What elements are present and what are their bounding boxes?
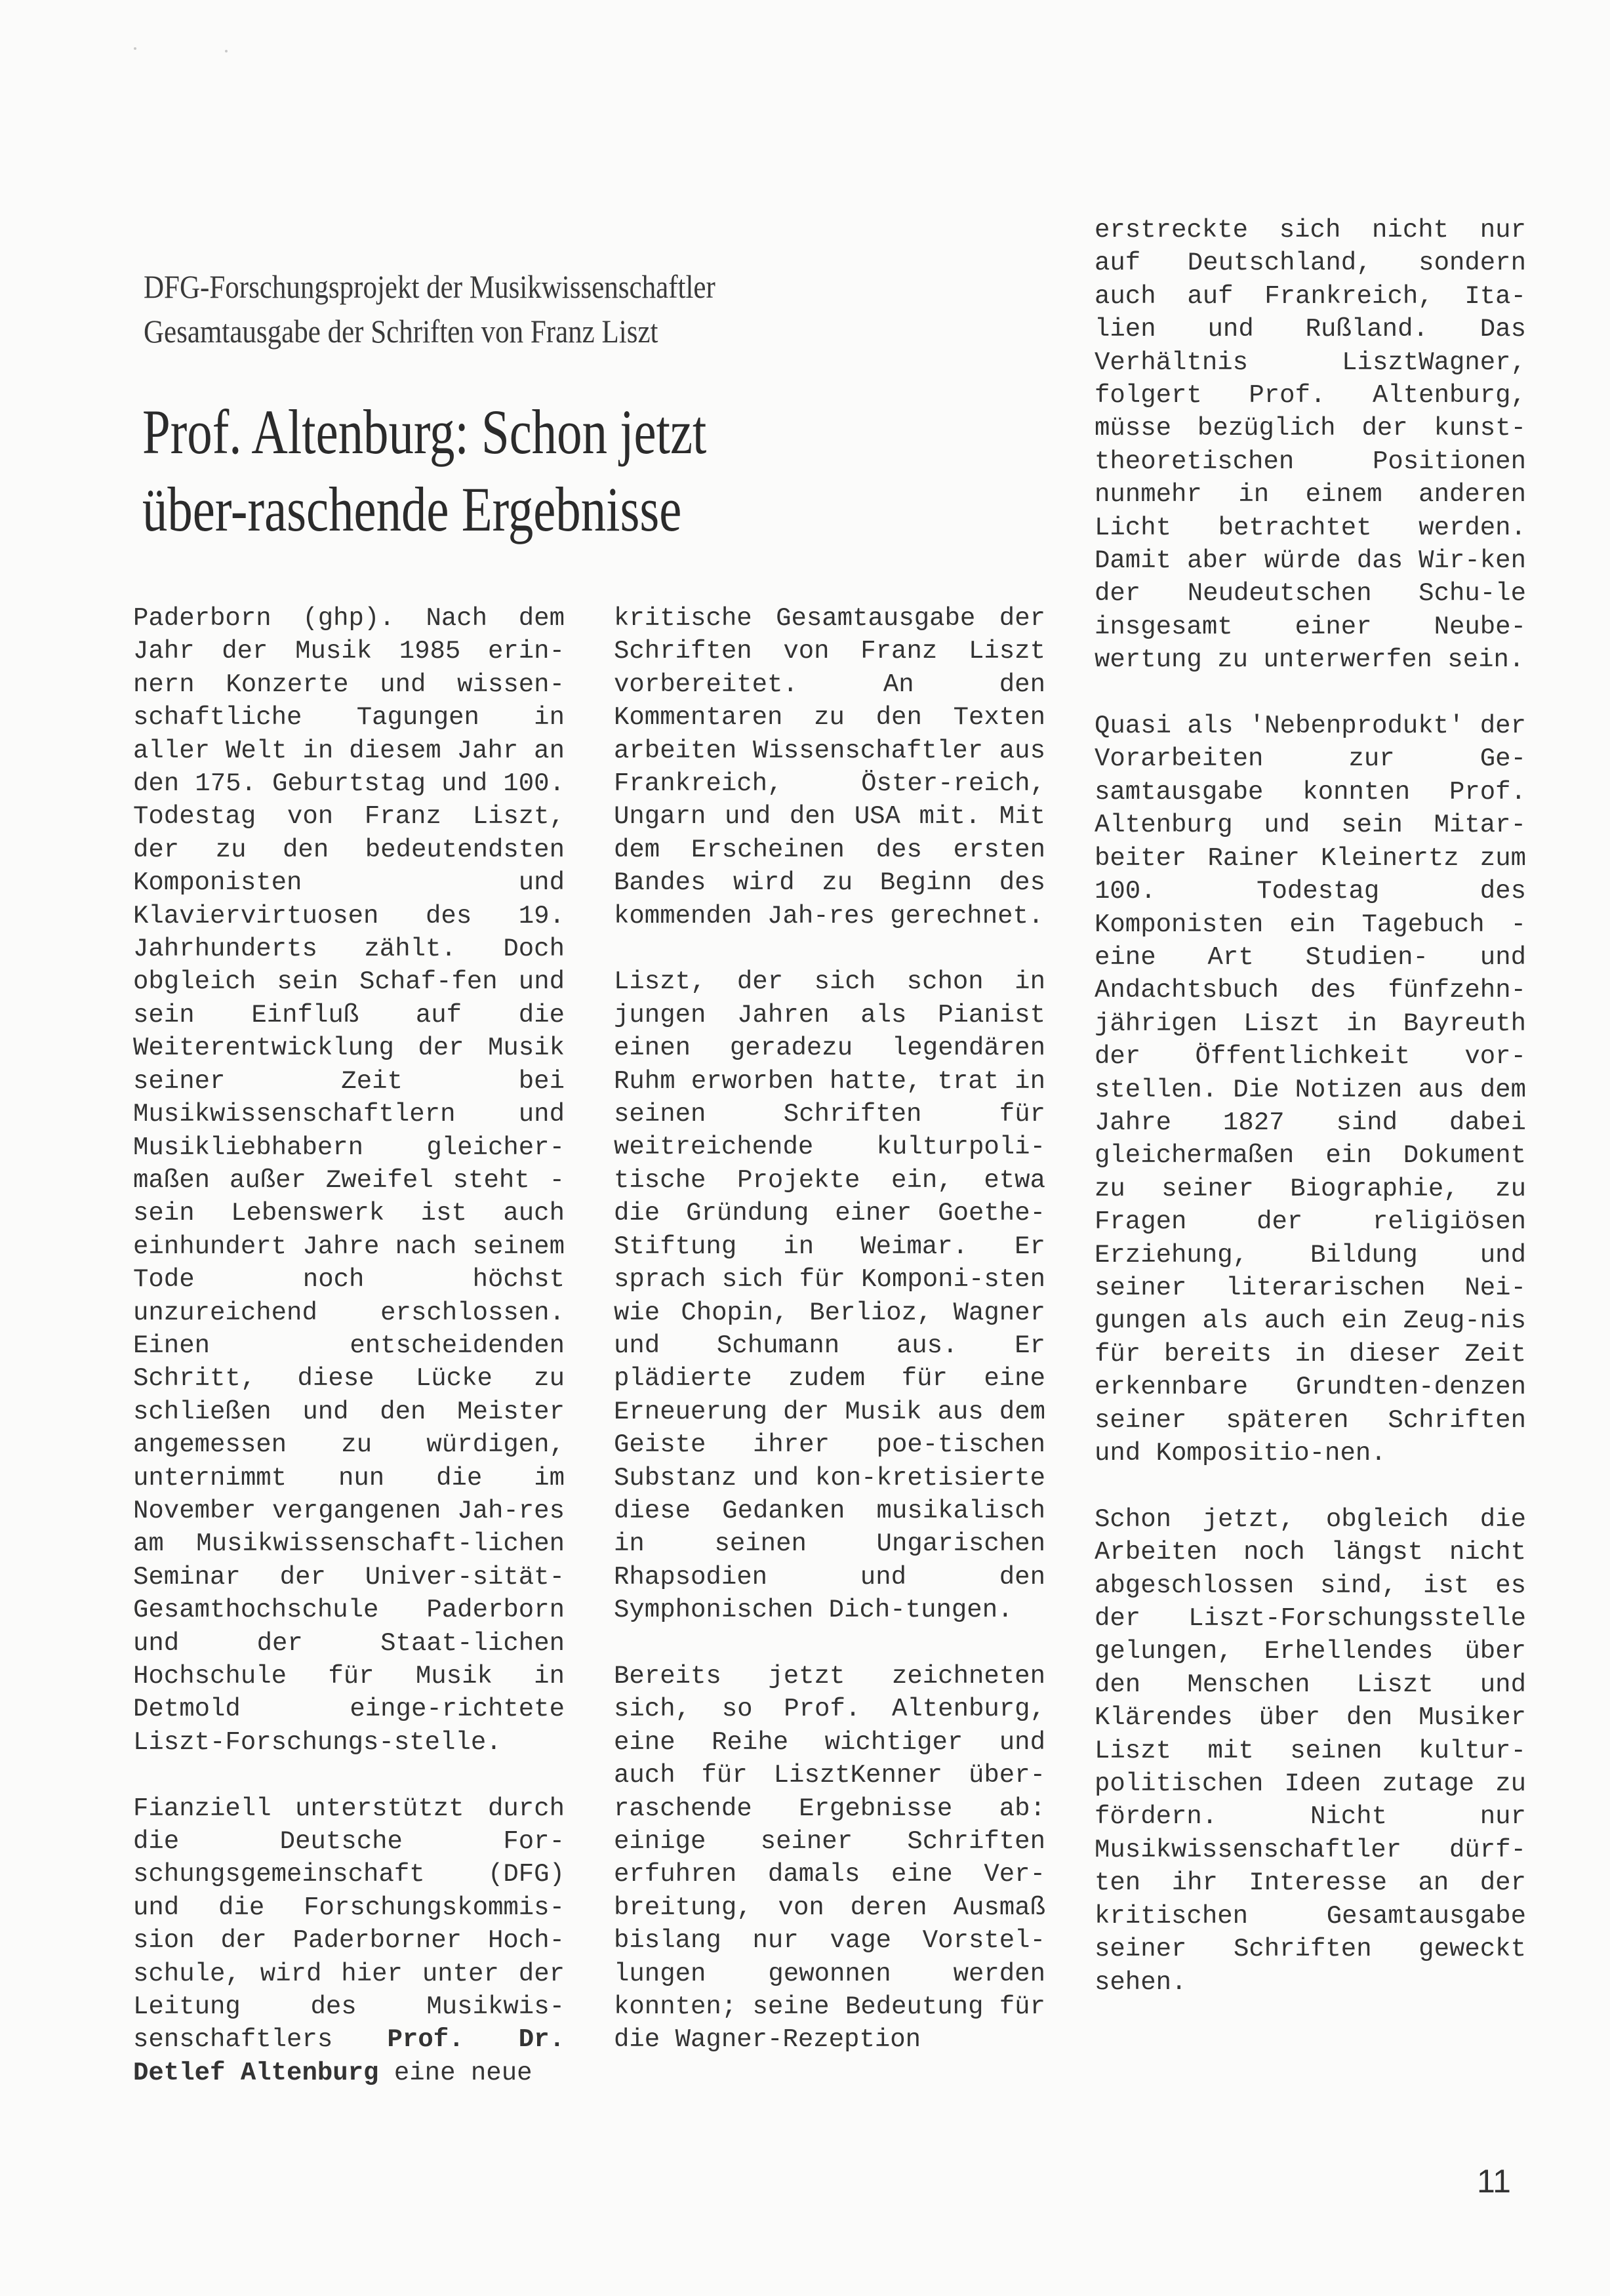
paragraph: Bereits jetzt zeichneten sich, so Prof. Altenburg, eine Reihe wichtiger und auch für LisztKenner über-raschende Ergebnisse ab: einige seiner Schriften erfuhren damals eine Ver-breitung, von deren Ausmaß bislang nur vage Vorstel-lungen gewonnen werden konnten; seine Bedeutung für die Wagner-Rezeption	[614, 1661, 1045, 2055]
paragraph-text: eine neue	[393, 2058, 533, 2087]
column-2	[614, 602, 1045, 2089]
headline: Prof. Altenburg: Schon jetzt über-raschende Ergebnisse	[142, 397, 707, 544]
kicker-line-2: Gesamtausgabe der Schriften von Franz Liszt	[144, 313, 658, 350]
column-3	[1095, 214, 1526, 2032]
scan-speck	[225, 50, 228, 52]
author-name: Detlef Altenburg	[133, 2058, 379, 2087]
paragraph-text: Fianziell unterstützt durch die Deutsche For-schungsgemeinschaft (DFG) und die Forschungskommis-sion der Paderborner Hoch-schule, wird hier unter der Leitung des Musikwis-senschaftlers	[133, 1794, 565, 2055]
page-number: 11	[1477, 2163, 1511, 2200]
column-1	[133, 602, 565, 2123]
kicker-line-1: DFG-Forschungsprojekt der Musikwissenschaftler	[144, 268, 715, 305]
paragraph: Schon jetzt, obgleich die Arbeiten noch längst nicht abgeschlossen sind, ist es der Liszt-Forschungsstelle gelungen, Erhellendes über den Menschen Liszt und Klärendes über den Musiker Liszt mit seinen kultur-politischen Ideen zutage zu fördern. Nicht nur Musikwissenschaftler dürf-ten ihr Interesse an der kritischen Gesamtausgabe seiner Schriften geweckt sehen.	[1095, 1504, 1526, 1997]
paragraph: Quasi als 'Nebenprodukt' der Vorarbeiten zur Ge-samtausgabe konnten Prof. Altenburg und sein Mitar-beiter Rainer Kleinertz zum 100. Todestag des Komponisten ein Tagebuch - eine Art Studien- und Andachtsbuch des fünfzehn-jährigen Liszt in Bayreuth der Öffentlichkeit vor-stellen. Die Notizen aus dem Jahre 1827 sind dabei gleichermaßen ein Dokument zu seiner Biographie, zu Fragen der religiösen Erziehung, Bildung und seiner literarischen Nei-gungen als auch ein Zeug-nis für bereits in dieser Zeit erkennbare Grundten-denzen seiner späteren Schriften und Kompositio-nen.	[1095, 712, 1526, 1468]
kicker	[144, 264, 764, 353]
author-title: Prof. Dr.	[387, 2025, 565, 2055]
paragraph: kritische Gesamtausgabe der Schriften von Franz Liszt vorbereitet. An den Kommentaren zu den Texten arbeiten Wissenschaftler aus Frankreich, Öster-reich, Ungarn und den USA mit. Mit dem Erscheinen des ersten Bandes wird zu Beginn des kommenden Jah-res gerechnet.	[614, 604, 1045, 931]
paragraph	[133, 1792, 565, 2090]
scan-speck	[134, 47, 136, 50]
paragraph: Liszt, der sich schon in jungen Jahren als Pianist einen geradezu legendären Ruhm erworben hatte, trat in seinen Schriften für weitreichende kulturpoli-tische Projekte ein, etwa die Gründung einer Goethe-Stiftung in Weimar. Er sprach sich für Komponi-sten wie Chopin, Berlioz, Wagner und Schumann aus. Er plädierte zudem für eine Erneuerung der Musik aus dem Geiste ihrer poe-tischen Substanz und kon-kretisierte diese Gedanken musikalisch in seinen Ungarischen Rhapsodien und den Symphonischen Dich-tungen.	[614, 967, 1045, 1625]
paragraph: erstreckte sich nicht nur auf Deutschland, sondern auch auf Frankreich, Ita-lien und Rußland. Das Verhältnis LisztWagner, folgert Prof. Altenburg, müsse bezüglich der kunst-theoretischen Positionen nunmehr in einem anderen Licht betrachtet werden. Damit aber würde das Wir-ken der Neudeutschen Schu-le insgesamt einer Neube-wertung zu unterwerfen sein.	[1095, 216, 1526, 675]
paragraph: Paderborn (ghp). Nach dem Jahr der Musik 1985 erin-nern Konzerte und wissen-schaftliche Tagungen in aller Welt in diesem Jahr an den 175. Geburtstag und 100. Todestag von Franz Liszt, der zu den bedeutendsten Komponisten und Klaviervirtuosen des 19. Jahrhunderts zählt. Doch obgleich sein Schaf-fen und sein Einfluß auf die Weiterentwicklung der Musik seiner Zeit bei Musikwissenschaftlern und Musikliebhabern gleicher-maßen außer Zweifel steht - sein Lebenswerk ist auch einhundert Jahre nach seinem Tode noch höchst unzureichend erschlossen. Einen entscheidenden Schritt, diese Lücke zu schließen und den Meister angemessen zu würdigen, unternimmt nun die im November vergangenen Jah-res am Musikwissenschaft-lichen Seminar der Univer-sität-Gesamthochschule Paderborn und der Staat-lichen Hochschule für Musik in Detmold einge-richtete Liszt-Forschungs-stelle.	[133, 604, 565, 1757]
